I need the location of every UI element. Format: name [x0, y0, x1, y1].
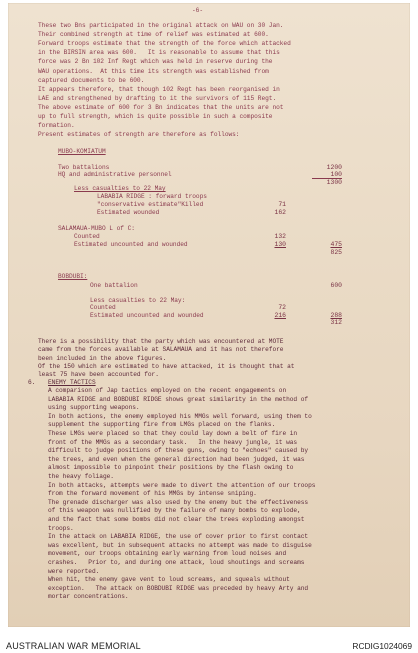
text-line: WAU operations. At this time its strength was established from	[38, 67, 269, 75]
text-line: were reported.	[48, 567, 100, 575]
archive-footer	[0, 630, 418, 653]
mubo-line-battalions: Two battalions	[58, 164, 110, 171]
mubo-wounded: Estimated wounded	[97, 209, 160, 216]
mubo-subtotal: 1300	[326, 179, 342, 186]
text-line: Present estimates of strength are therefore as follows:	[38, 131, 240, 139]
text-line: The above estimate of 600 for 3 Bn indicates that the units are not	[38, 103, 284, 111]
mubo-conservative: "conservative estimate"Killed	[97, 201, 204, 208]
mubo-battalions-value: 1200	[326, 164, 342, 171]
bobdubi-one-battalion: One battalion	[90, 282, 138, 289]
text-line: from the forward movement of his MMGs by intense sniping.	[48, 490, 257, 498]
text-line: When hit, the enemy gave vent to loud screams, and squeals without	[48, 576, 290, 584]
text-line: crashes. Prior to, and during one attack, loud shoutings and screams	[48, 559, 305, 566]
text-line: The grenade discharger was also used by the enemy but the effectiveness	[48, 498, 309, 506]
text-line: Forward troops estimate that the strength of the force which attacked	[38, 40, 291, 48]
section-title: ENEMY TACTICS	[48, 379, 96, 386]
bobdubi-uncounted-value: 216	[274, 312, 286, 319]
text-line: up to full strength, which is quite possible in such a composite	[38, 113, 273, 120]
bobdubi-battalion-value: 600	[330, 282, 342, 289]
text-line: least 75 have been accounted for.	[38, 371, 159, 379]
text-line: Their combined strength at time of relief was estimated at 600.	[38, 31, 269, 39]
text-line: A comparison of Jap tactics employed on the recent engagements on	[48, 387, 287, 394]
text-line: been included in the above figures.	[38, 354, 167, 362]
mubo-wounded-value: 162	[274, 209, 286, 216]
bobdubi-less: Less casualties to 22 May:	[90, 297, 186, 304]
text-line: In both attacks, attempts were made to divert the attention of our troops	[48, 481, 316, 489]
document-page	[8, 3, 410, 627]
page-number: -6-	[192, 7, 203, 14]
bobdubi-counted: Counted	[90, 304, 116, 311]
bobdubi-counted-value: 72	[278, 304, 286, 311]
text-line: These LMGs were placed so that they could lay down a belt of fire in	[48, 430, 298, 437]
salamaua-total: 475	[330, 241, 342, 248]
salamaua-counted: Counted	[74, 233, 100, 240]
text-line: mortar concentrations.	[48, 593, 129, 601]
text-line: exception. The attack on BOBDUBI RIDGE was preceded by heavy Arty and	[48, 584, 309, 592]
mubo-less-casualties	[74, 185, 166, 192]
text-line: of this weapon was nullified by the failure of many bombs to explode,	[48, 507, 301, 515]
text-line: LABABIA RIDGE and BOBDUBI RIDGE shows great similarity in the method of	[48, 395, 309, 403]
text-line: In both actions, the enemy employed his MMGs well forward, using them to	[48, 412, 312, 420]
text-line: using supporting weapons.	[48, 404, 140, 412]
mubo-line-hq: HQ and administrative personnel	[58, 171, 172, 178]
mubo-less-text: Less casualties to 22 May	[74, 185, 166, 192]
salamaua-uncounted: Estimated uncounted and wounded	[74, 241, 188, 248]
text-line: troops.	[48, 524, 74, 532]
text-line: captured documents to be 600.	[38, 76, 145, 84]
mubo-killed-value: 71	[278, 201, 286, 208]
text-line: These two Bns participated in the original attack on WAU on 30 Jan.	[38, 22, 284, 29]
salamaua-uncounted-value: 130	[274, 241, 286, 248]
text-line: It appears therefore, that though 102 Regt has been reorganised in	[38, 85, 280, 93]
text-line: LAE and strengthened by drafting to it the survivors of 115 Regt.	[38, 94, 277, 102]
mubo-lababia: LABABIA RIDGE : forward troops	[97, 193, 207, 200]
text-line: almost impossible to pinpoint their positions by the flash owing to	[48, 464, 294, 472]
text-line: and the fact that some bombs did not clear the trees exploding amongst	[48, 516, 305, 523]
bobdubi-total: 288	[330, 312, 342, 319]
bobdubi-remaining: 312	[330, 319, 342, 326]
text-line: supplement the supporting fire from LMGs placed on the flanks.	[48, 421, 276, 429]
text-line: force was 2 Bn 102 Inf Regt which was held in reserve during the	[38, 58, 273, 66]
bobdubi-heading: BOBDUBI:	[58, 273, 88, 280]
salamaua-heading: SALAMAUA-MUBO L of C:	[58, 225, 135, 232]
bobdubi-uncounted: Estimated uncounted and wounded	[90, 312, 204, 319]
footer-institution: AUSTRALIAN WAR MEMORIAL	[6, 641, 141, 651]
text-line: came from the forces available at SALAMAUA and it has not therefore	[38, 346, 284, 354]
text-line: difficult to judge positions of these guns, owing to "echoes" caused by	[48, 447, 309, 455]
salamaua-remaining: 825	[330, 249, 342, 256]
text-line: There is a possibility that the party which was encountered at MOTE	[38, 338, 284, 345]
text-line: front of the MMGs as a secondary task. In the heavy jungle, it was	[48, 438, 298, 446]
section-number: 6.	[28, 379, 36, 386]
text-line: was excellent, but in subsequent attacks no attempt was made to disguise	[48, 541, 312, 549]
text-line: Of the 150 which are estimated to have attacked, it is thought that at	[38, 362, 295, 370]
text-line: the heavy foliage.	[48, 473, 114, 480]
text-line: in the BIRSIN area was 600. It is reasonable to assume that this	[38, 49, 280, 57]
text-line: movement, our troops obtaining early warning from loud noises and	[48, 550, 287, 558]
text-line: the trees, and even when the general direction had been judged, it was	[48, 455, 305, 463]
mubo-heading: MUBO-KOMIATUM	[58, 148, 106, 155]
text-line: In the attack on LABABIA RIDGE, the use of cover prior to first contact	[48, 533, 309, 541]
text-line: formation.	[38, 122, 75, 130]
footer-record-id: RCDIG1024069	[352, 641, 412, 651]
salamaua-counted-value: 132	[274, 233, 286, 240]
mubo-hq-value: 100	[330, 171, 342, 178]
